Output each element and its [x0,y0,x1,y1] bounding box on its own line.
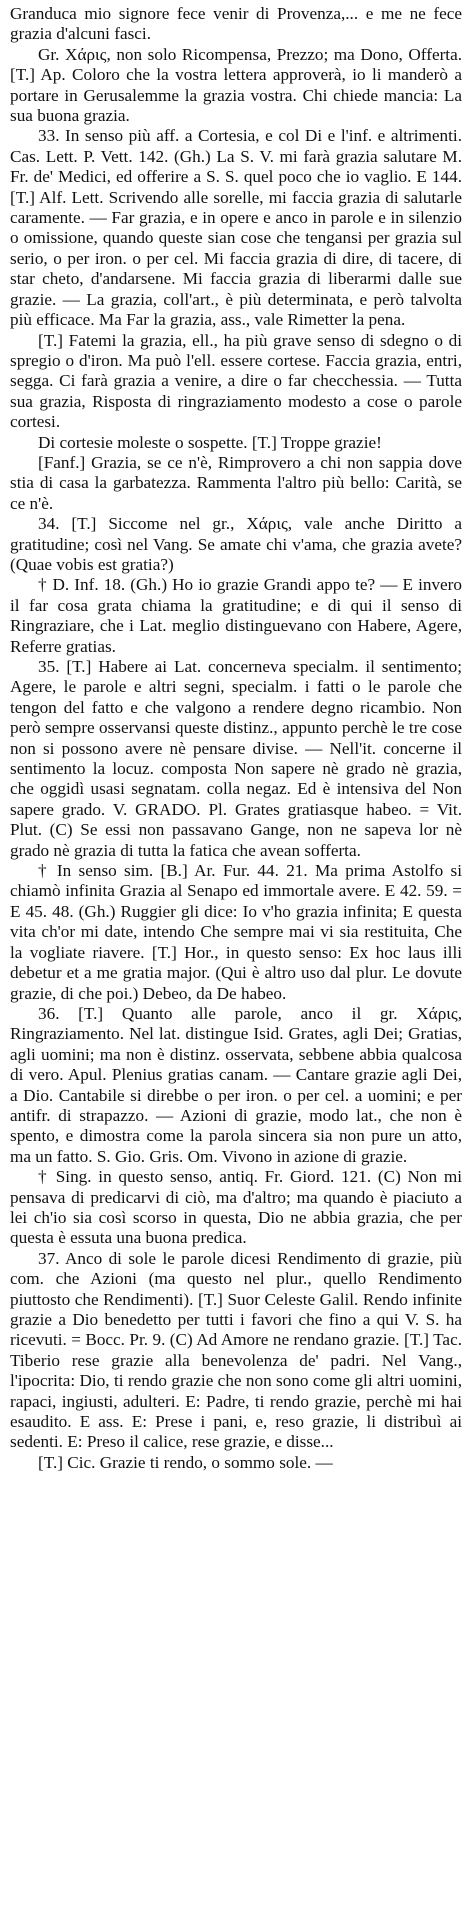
entry-paragraph: Di cortesie moleste o sospette. [T.] Troppe grazie! [38,432,382,452]
entry-paragraph: [T.] Cic. Grazie ti rendo, o sommo sole. — [38,1452,333,1472]
entry-paragraph: † In senso sim. [B.] Ar. Fur. 44. 21. Ma prima Astolfo si chiamò infinita Grazia al Senapo ed immortale avere. E 42. 59. = E 45. 48. (Gh.) Ruggier gli dice: Io v'ho grazia infinita; E questa vita ch'or mi date, intendo Che sempre mai vi sia restituita, Che la vogliate riavere. [T.] Hor., in questo senso: Ex hoc laus illi debetur et a me gratia major. (Qui è altro uso dal plur. Le dovute grazie, di che poi.) Debeo, da De habeo. [10,861,462,1003]
entry-paragraph: [Fanf.] Grazia, se ce n'è, Rimprovero a chi non sappia dove stia di casa la garbatezza. Rammenta l'altro più bello: Carità, se ce n'è. [10,452,462,513]
entry-paragraph: † D. Inf. 18. (Gh.) Ho io grazie Grandi appo te? — E invero il far cosa grata chiama la gratitudine; e di qui il senso di Ringraziare, che i Lat. meglio distinguevano con Habere, Agere, Referre gratias. [10,575,462,656]
continuation-paragraph: Granduca mio signore fece venir di Provenza,... e me ne fece grazia d'alcuni fasci. [10,4,462,44]
sense-35-paragraph: 35. [T.] Habere ai Lat. concerneva specialm. il sentimento; Agere, le parole e altri segni, specialm. i fatti o le parole che tengon del fatto e che valgono a rendere degno ricambio. Non però sempre osservansi queste distinz., appunto perchè le tre cose non si possono avere nè pensare divise. — Nell'it. concerne il sentimento la locuz. composta Non sapere nè grado nè grazia, che oggidì usasi segnatam. colla negaz. Ed è intensiva del Non sapere grado. V. GRADO. Pl. Grates gratiasque habeo. = Vit. Plut. (C) Se essi non passavano Gange, non ne sapeva lor nè grado nè grazia di tutta la fatica che avean sofferta. [10,657,462,860]
sense-36-paragraph: 36. [T.] Quanto alle parole, anco il gr. Χάρις, Ringraziamento. Nel lat. distingue Isid. Grates, agli Dei; Gratias, agli uomini; ma non è distinz. osservata, sebbene abbia qualcosa di vero. Apul. Plenius gratias canam. — Cantare grazie agli Dei, a Dio. Cantabile si direbbe o per iron. o per cel. a uomini; e per antifr. di strapazzo. — Azioni di grazie, modo lat., che non è spento, e dimostra come la parola sincera sia non pure un atto, ma un fatto. S. Gio. Gris. Om. Vivono in azione di grazie. [10,1003,462,1166]
sense-33-paragraph: 33. In senso più aff. a Cortesia, e col Di e l'inf. e altrimenti. Cas. Lett. P. Vett. 142. (Gh.) La S. V. mi farà grazia salutare M. Fr. de' Medici, ed offerire a S. S. quel poco che io vaglio. E 144. [T.] Alf. Lett. Scrivendo alle sorelle, mi faccia grazia di salutarle caramente. — Far grazia, e in opere e anco in parole e in silenzio o omissione, quando queste sian cose che tengansi per grazia sul serio, o per iron. o per cel. Mi faccia grazia di dire, di tacere, di star cheto, d'andarsene. Mi faccia grazia di liberarmi dalle sue grazie. — La grazia, coll'art., è più determinata, e però talvolta più efficace. Ma Far la grazia, ass., vale Rimetter la pena. [10,126,462,330]
sense-37-paragraph: 37. Anco di sole le parole dicesi Rendimento di grazie, più com. che Azioni (ma questo nel plur., quello Rendimento piuttosto che Rendimenti). [T.] Suor Celeste Galil. Rendo infinite grazie a Dio benedetto per tutti i favori che fino a qui V. S. ha ricevuti. = Bocc. Pr. 9. (C) Ad Amore ne rendano grazie. [T.] Tac. Tiberio rese grazie alla benevolenza de' padri. Nel Vang., l'ipocrita: Dio, ti rendo grazie che non sono come gli altri uomini, rapaci, ingiusti, adulteri. E: Padre, ti rendo grazie, perchè mi hai esaudito. E ass. E: Prese i pani, e, reso grazie, li distribuì ai sedenti. E: Preso il calice, rese grazie, e disse... [10,1248,462,1452]
entry-paragraph: † Sing. in questo senso, antiq. Fr. Giord. 121. (C) Non mi pensava di predicarvi di ciò, ma d'altro; ma quando è piaciuto a lei ch'io sia così scorso in questa, Dio ne abbia grazia, che per questa è essuta una buona predica. [10,1167,462,1248]
sense-34-paragraph: 34. [T.] Siccome nel gr., Χάρις, vale anche Diritto a gratitudine; così nel Vang. Se amate chi v'ama, che grazia avete? (Quae vobis est gratia?) [10,514,462,574]
entry-paragraph: [T.] Fatemi la grazia, ell., ha più grave senso di sdegno o di spregio o d'iron. Ma può l'ell. essere cortese. Faccia grazia, entri, segga. Ci farà grazia a venire, a dire o far checchessia. — Tutta sua grazia, Risposta di ringraziamento modesto a cose o parole cortesi. [10,330,462,432]
entry-paragraph: Gr. Χάρις, non solo Ricompensa, Prezzo; ma Dono, Offerta. [T.] Ap. Coloro che la vostra lettera approverà, io li manderò a portare in Gerusalemme la grazia vostra. Chi chiede mancia: La sua buona grazia. [10,44,462,126]
